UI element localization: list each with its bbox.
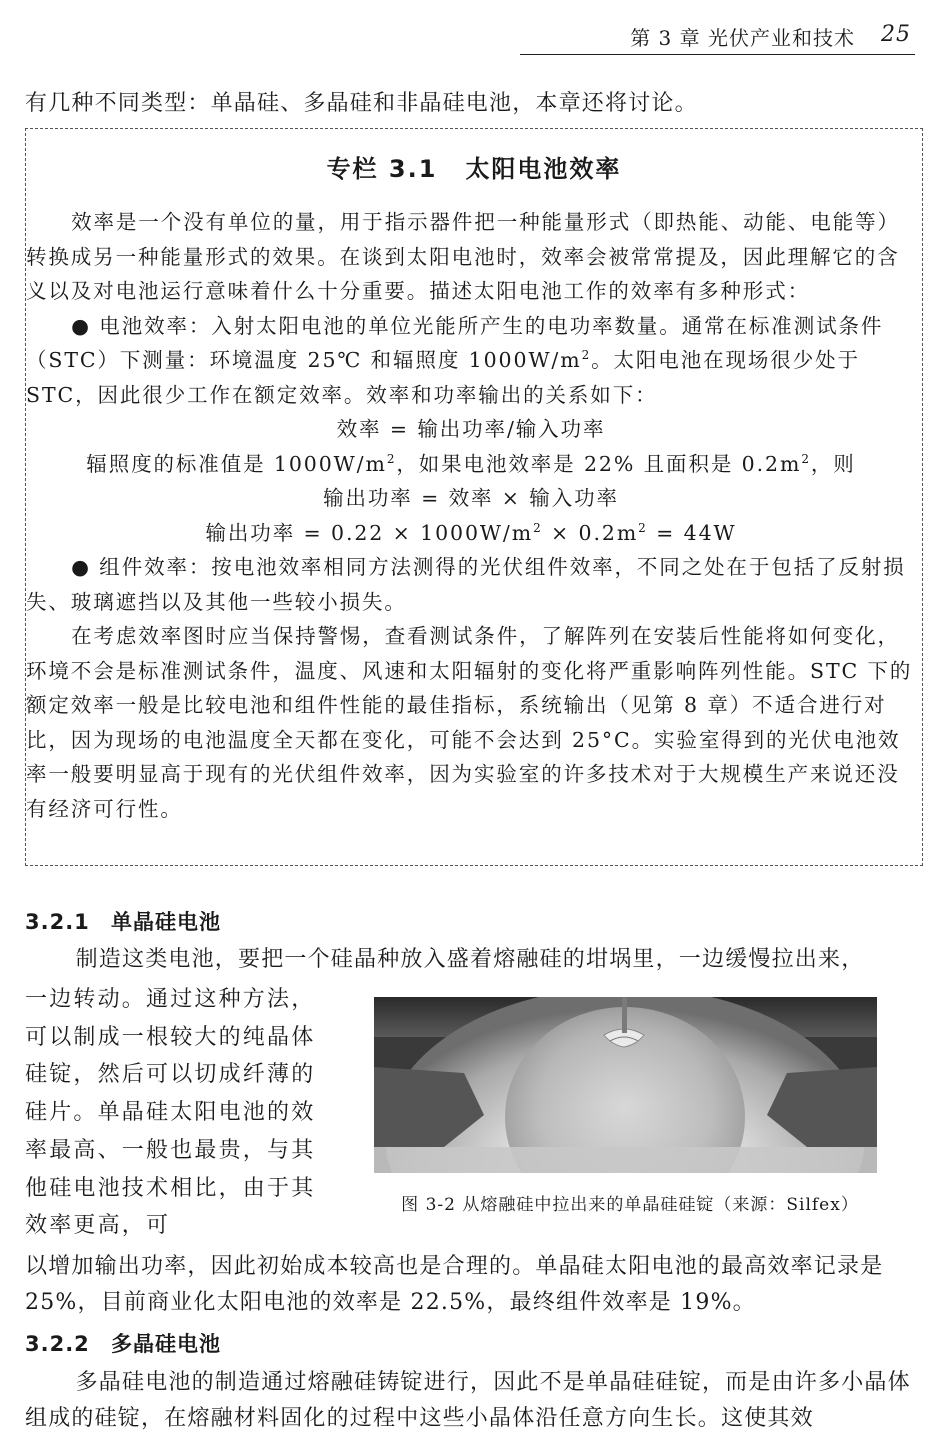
- section-heading-3-2-2: [25, 1328, 221, 1358]
- box-paragraph: 效率是一个没有单位的量，用于指示器件把一种能量形式（即热能、动能、电能等）转换成另一种能量形式的效果。在谈到太阳电池时，效率会被常常提及，因此理解它的含义以及对电池运行意味着什么十分重要。描述太阳电池工作的效率有多种形式：: [26, 210, 900, 303]
- section-title: 多晶硅电池: [111, 1332, 221, 1356]
- box-label: 专栏 3.1: [326, 155, 438, 183]
- sidebar-box: [25, 128, 923, 866]
- ingot-photo: [374, 997, 877, 1173]
- section1-first-line: 制造这类电池，要把一个硅晶种放入盛着熔融硅的坩埚里，一边缓慢拉出来，: [75, 947, 865, 972]
- box-title: [26, 149, 922, 184]
- formula-text: 输出功率 = 0.22 × 1000W/m: [205, 520, 534, 545]
- figure-silicon-ingot: [374, 997, 877, 1173]
- superscript: 2: [386, 451, 397, 466]
- page-number: 25: [881, 22, 911, 47]
- bullet-cell-efficiency: [26, 309, 916, 413]
- section2-paragraph: 多晶硅电池的制造通过熔融硅铸锭进行，因此不是单晶硅硅锭，而是由许多小晶体组成的硅锭，在熔融材料固化的过程中这些小晶体沿任意方向生长。这使其效: [25, 1370, 911, 1431]
- formula-text: = 44W: [647, 520, 737, 545]
- superscript: 2: [638, 520, 648, 535]
- chapter-label: 第 3 章 光伏产业和技术: [630, 26, 855, 50]
- formula-calculation: [26, 516, 916, 551]
- section-heading-3-2-1: [25, 906, 221, 936]
- irradiance-text: ，则: [810, 451, 856, 476]
- superscript: 2: [581, 348, 592, 363]
- intro-paragraph: 有几种不同类型：单晶硅、多晶硅和非晶硅电池，本章还将讨论。: [25, 91, 698, 116]
- figure-caption: 图 3-2 从熔融硅中拉出来的单晶硅硅锭（来源：Silfex）: [401, 1195, 859, 1215]
- bullet-text: ● 电池效率：入射太阳电池的单位光能所产生的电功率数量。通常在标准测试条件（STC）下测量：环境温度 25℃ 和辐照度 1000W/m: [26, 313, 884, 372]
- section1-wrapped-text: 一边转动。通过这种方法，可以制成一根较大的纯晶体硅锭，然后可以切成纤薄的硅片。单晶硅太阳电池的效率最高、一般也最贵，与其他硅电池技术相比，由于其效率更高，可: [25, 987, 316, 1239]
- superscript: 2: [801, 451, 811, 466]
- irradiance-text: ，如果电池效率是 22% 且面积是 0.2m: [396, 451, 802, 476]
- section-number: 3.2.2: [25, 1332, 90, 1356]
- bullet-text: 。太阳电池在现场很少处于 STC，因此很少工作在额定效率。效率和功率输出的关系如下：: [26, 348, 860, 407]
- formula-output: 输出功率 = 效率 × 输入功率: [323, 486, 619, 510]
- running-header: [520, 22, 915, 55]
- section1-rest: 以增加输出功率，因此初始成本较高也是合理的。单晶硅太阳电池的最高效率记录是 25%，目前商业化太阳电池的效率是 22.5%，最终组件效率是 19%。: [25, 1254, 884, 1315]
- irradiance-text: 辐照度的标准值是 1000W/m: [86, 451, 387, 476]
- box-body: [26, 205, 916, 826]
- superscript: 2: [533, 520, 543, 535]
- bullet-module-efficiency: ● 组件效率：按电池效率相同方法测得的光伏组件效率，不同之处在于包括了反射损失、玻璃遮挡以及其他一些较小损失。: [26, 555, 906, 614]
- irradiance-line: [26, 447, 916, 482]
- section-number: 3.2.1: [25, 910, 90, 934]
- section-title: 单晶硅电池: [111, 910, 221, 934]
- box-heading: 太阳电池效率: [465, 155, 622, 183]
- formula-text: × 0.2m: [542, 520, 639, 545]
- formula-efficiency: 效率 = 输出功率/输入功率: [336, 417, 606, 441]
- box-paragraph-last: 在考虑效率图时应当保持警惕，查看测试条件，了解阵列在安装后性能将如何变化，环境不会是标准测试条件，温度、风速和太阳辐射的变化将严重影响阵列性能。STC 下的额定效率一般是比较电池和组件性能的最佳指标，系统输出（见第 8 章）不适合进行对比，因为现场的电池温度全天都在变化，可能不会达到 25°C。实验室得到的光伏电池效率一般要明显高于现有的光伏组件效率，因为实验室的许多技术对于大规模生产来说还没有经济可行性。: [26, 624, 913, 821]
